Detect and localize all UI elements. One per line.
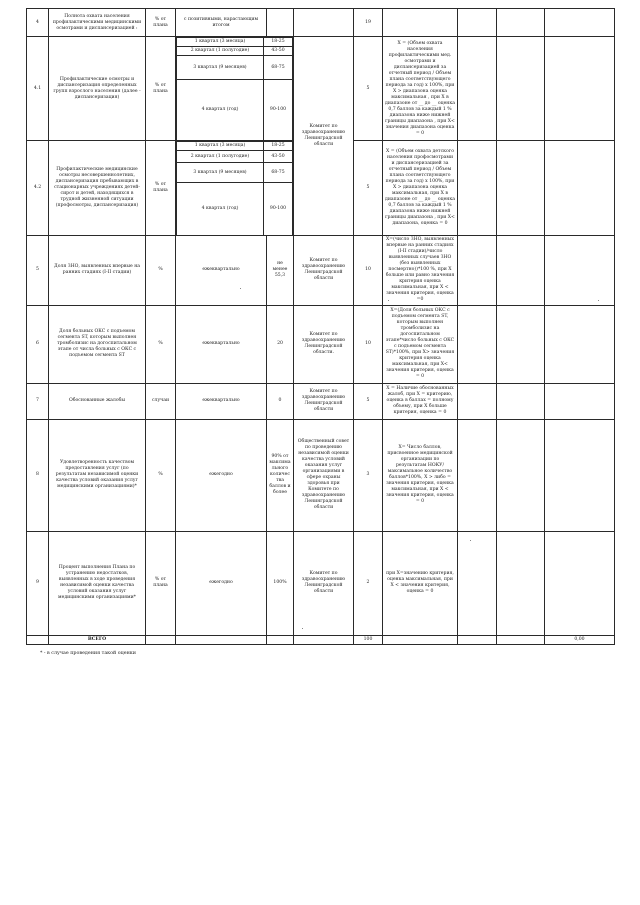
target-year: 90-100 [264,80,293,140]
indicator-name: Полнота охвата населения профилактическими медицинскими осмотрами и диспансеризацией : [49,9,146,37]
empty-cell [545,383,615,419]
empty-cell [458,235,497,305]
formula-cell: Х = (Объем охвата детского населения профосмотрами и диспансеризацией за отчетный период / Объем плана соответствующего периода за год) х 100%, при Х > диапазона оценка максимальная, при Х в диапазоне от __ до __ оценка 0,7 баллов за каждый 1 % диапазона ниже нижней границы диапазона , при Х< диапазона, оценка = 0 [383,141,458,236]
empty-cell [458,635,497,644]
period-target-cell [176,37,294,141]
period-cell: с позитивными, нарастающим итогом [176,9,267,37]
target-9m: 68-75 [264,56,293,80]
target-9m: 68-75 [264,163,293,183]
period-9m: 3 квартал (9 месяцев) [177,56,264,80]
unit-cell: % от плана [146,37,176,141]
empty-cell [497,141,545,236]
period-cell: ежеквартально [176,305,267,383]
period-q1: 1 квартал (3 месяца) [177,38,264,47]
empty-cell [497,235,545,305]
points-cell: 5 [354,141,383,236]
unit-cell: % [146,419,176,531]
scan-speck [302,628,303,629]
period-year: 4 квартал (год) [177,183,264,235]
indicator-name: Процент выполнения Плана по устранению недостатков, выявленных в ходе проведения независимой оценки качества условий оказания услуг медицинскими организациями* [49,531,146,635]
formula-cell: Х=(число ЗНО, выявленных впервые на ранних стадиях (I-II стадии)/число выявленных случаев ЗНО (без выявленных посмертно))*100 %, при Х больше или равно значения критерия оценка максимальная, при Х < значения критерия, оценка =0 [383,235,458,305]
points-cell: 3 [354,419,383,531]
criteria-table [26,8,615,645]
empty-cell [497,531,545,635]
table-row [27,37,615,141]
table-row [27,383,615,419]
empty-cell [458,37,497,141]
empty-cell [545,235,615,305]
period-cell: ежеквартально [176,235,267,305]
period-cell: ежегодно [176,419,267,531]
scan-speck [598,300,599,301]
target-cell: 0 [267,383,294,419]
period-subtable [176,37,293,140]
table-row [27,305,615,383]
total-row [27,635,615,644]
unit-cell: % [146,305,176,383]
target-q1: 18-25 [264,142,293,151]
empty-cell [545,305,615,383]
row-number: 4.1 [27,37,49,141]
scan-speck [240,288,241,289]
source-cell: Комитет по здравоохранению Ленинградской области [294,37,354,236]
empty-cell [545,9,615,37]
period-9m: 3 квартал (9 месяцев) [177,163,264,183]
empty-cell [497,635,545,644]
footnote: * - в случае проведения такой оценки [39,651,136,656]
target-h1: 43-50 [264,151,293,163]
period-h1: 2 квартал (1 полугодие) [177,47,264,56]
period-year: 4 квартал (год) [177,80,264,140]
empty-cell [458,531,497,635]
total-score: 0,00 [545,635,615,644]
empty-cell [458,141,497,236]
row-number: 8 [27,419,49,531]
empty-cell [176,635,267,644]
table-row [27,531,615,635]
empty-cell [27,635,49,644]
empty-cell [458,383,497,419]
points-cell: 10 [354,305,383,383]
table-row [27,419,615,531]
row-number: 5 [27,235,49,305]
empty-cell [458,9,497,37]
empty-cell [497,419,545,531]
empty-cell [497,305,545,383]
empty-cell [458,305,497,383]
empty-cell [545,531,615,635]
unit-cell: случаи [146,383,176,419]
table-row [27,9,615,37]
target-cell: 100% [267,531,294,635]
unit-cell: % от плана [146,141,176,236]
points-cell: 19 [354,9,383,37]
empty-cell [497,383,545,419]
unit-cell: % от плана [146,531,176,635]
period-h1: 2 квартал (1 полугодие) [177,151,264,163]
points-cell: 2 [354,531,383,635]
period-q1: 1 квартал (3 месяца) [177,142,264,151]
indicator-name: Профилактические медицинские осмотры несовершеннолетних, диспансеризация пребывающих в стационарных учреждениях детей-сирот и детей, находящихся в трудной жизненной ситуации (профосмотры, диспансеризация) [49,141,146,236]
scan-speck [470,540,471,541]
empty-cell [383,635,458,644]
period-subtable [176,141,293,235]
empty-cell [294,635,354,644]
target-cell: не менее 55,3 [267,235,294,305]
indicator-name: Обоснованные жалобы [49,383,146,419]
unit-cell: % [146,235,176,305]
formula-cell: Х = (Объем охвата населения профилактическими мед. осмотрами и диспансеризацией за отчетный период / Объем плана соответствующего периода за год) х 100%, при Х > диапазона оценка максимальная , при Х в диапазоне от __ до __ оценка 0,7 баллов за каждый 1 % диапазона ниже нижней границы диапазона , при Х< значения диапазона оценка = 0 [383,37,458,141]
points-cell: 10 [354,235,383,305]
points-cell: 5 [354,37,383,141]
source-cell [294,9,354,37]
period-target-cell [176,141,294,236]
indicator-name: Доля больных ОКС с подъемом сегмента ST, которым выполнен тромболизис на догоспитальном этапе от числа больных с ОКС с подъемом сегмента ST [49,305,146,383]
formula-cell: Х= Число баллов, присвоенное медицинской организации по результатам НОКУ/максимальное количество баллов*100%, Х > либо = значения критерия, оценка максимальная, при Х < значения критерия, оценка = 0 [383,419,458,531]
source-cell: Общественный совет по проведению независимой оценки качества условий оказания услуг организациями в сфере охраны здоровья при Комитете по здравоохранению Ленинградской области [294,419,354,531]
total-points: 100 [354,635,383,644]
empty-cell [545,141,615,236]
formula-cell: Х = Наличие обоснованных жалоб, при Х = критерию, оценка в баллах = полному объему, при Х больше критерия, оценка = 0 [383,383,458,419]
row-number: 9 [27,531,49,635]
target-cell: 90% от максимального количества баллов и более [267,419,294,531]
empty-cell [146,635,176,644]
scan-speck [388,300,389,301]
target-year: 90-100 [264,183,293,235]
row-number: 4.2 [27,141,49,236]
formula-cell: Х=(Доля больных ОКС с подъемом сегмента ST, которым выполнен тромболизис на догоспитальном этапе*число больных с ОКС с подъемом сегмента ST)*100%, при Х> значения критерия оценка максимальная, при Х< значения критерия, оценка = 0 [383,305,458,383]
empty-cell [267,635,294,644]
empty-cell [497,37,545,141]
value-cell [267,9,294,37]
period-cell: ежегодно [176,531,267,635]
source-cell: Комитет по здравоохранению Ленинградской области [294,531,354,635]
indicator-name: Профилактические осмотры и диспансеризация определенных групп взрослого населения (далее - диспансеризация) [49,37,146,141]
indicator-name: Удовлетворенность качеством предоставления услуг (по результатам независимой оценки качества условий оказания услуг медицинскими организациями)* [49,419,146,531]
empty-cell [497,9,545,37]
table-row [27,235,615,305]
indicator-name: Доля ЗНО, выявленных впервые на ранних стадиях (I-II стадии) [49,235,146,305]
target-q1: 18-25 [264,38,293,47]
unit-cell: % от плана [146,9,176,37]
points-cell: 5 [354,383,383,419]
source-cell: Комитет по здравоохранению Ленинградской области [294,383,354,419]
empty-cell [545,37,615,141]
formula-cell: при Х=значению критерия, оценка максимальная, при Х < значения критерия, оценка = 0 [383,531,458,635]
empty-cell [458,419,497,531]
row-number: 7 [27,383,49,419]
row-number: 6 [27,305,49,383]
row-number: 4 [27,9,49,37]
total-label: ВСЕГО [49,635,146,644]
empty-cell [545,419,615,531]
formula-cell [383,9,458,37]
target-h1: 43-50 [264,47,293,56]
period-cell: ежеквартально [176,383,267,419]
source-cell: Комитет по здравоохранению Ленинградской области. [294,305,354,383]
source-cell: Комитет по здравоохранению Ленинградской области [294,235,354,305]
target-cell: 20 [267,305,294,383]
